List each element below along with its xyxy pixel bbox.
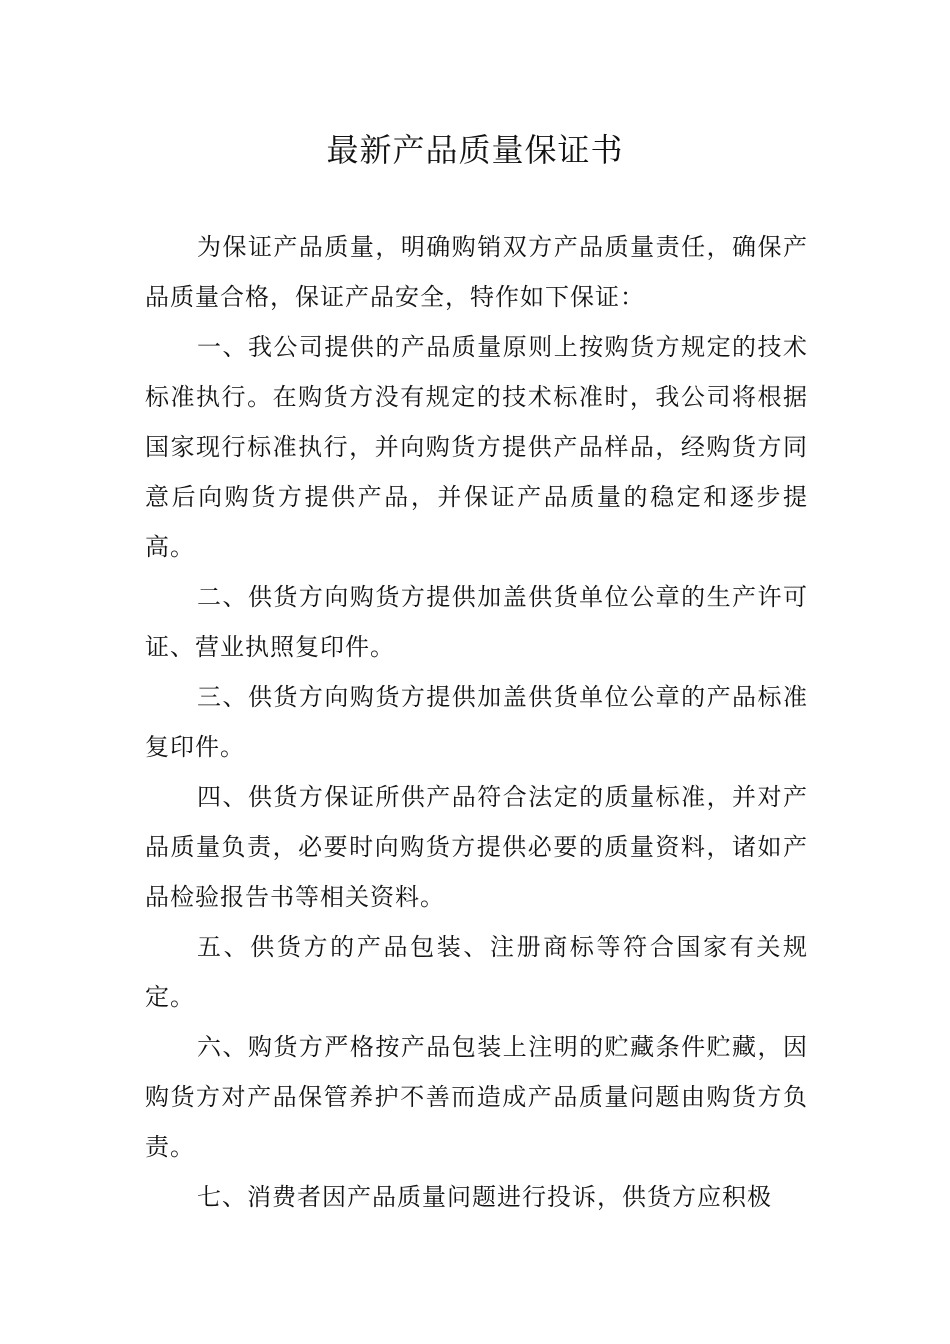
paragraph-intro: 为保证产品质量，明确购销双方产品质量责任，确保产品质量合格，保证产品安全，特作如下保证： — [145, 233, 808, 311]
document-title: 最新产品质量保证书 — [326, 131, 624, 169]
paragraph-clause-3: 三、供货方向购货方提供加盖供货单位公章的产品标准复印件。 — [145, 683, 808, 761]
paragraph-clause-1: 一、我公司提供的产品质量原则上按购货方规定的技术标准执行。在购货方没有规定的技术标准时，我公司将根据国家现行标准执行，并向购货方提供产品样品，经购货方同意后向购货方提供产品，并保证产品质量的稳定和逐步提高。 — [145, 333, 808, 561]
paragraph-clause-4: 四、供货方保证所供产品符合法定的质量标准，并对产品质量负责，必要时向购货方提供必要的质量资料，诸如产品检验报告书等相关资料。 — [145, 783, 808, 911]
paragraph-clause-2: 二、供货方向购货方提供加盖供货单位公章的生产许可证、营业执照复印件。 — [145, 583, 808, 661]
paragraph-clause-6: 六、购货方严格按产品包装上注明的贮藏条件贮藏，因购货方对产品保管养护不善而造成产品质量问题由购货方负责。 — [145, 1033, 808, 1161]
paragraph-clause-5: 五、供货方的产品包装、注册商标等符合国家有关规定。 — [145, 933, 808, 1011]
paragraph-clause-7: 七、消费者因产品质量问题进行投诉，供货方应积极 — [197, 1183, 772, 1211]
document-body — [145, 222, 808, 1222]
